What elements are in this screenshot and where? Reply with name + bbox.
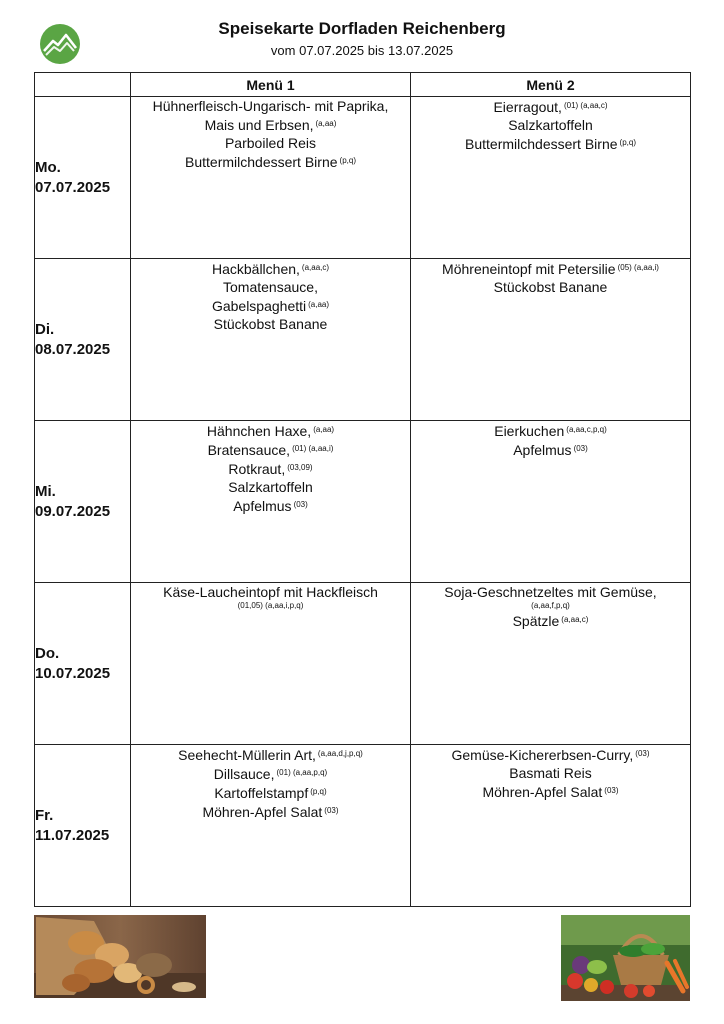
dish-line [411, 611, 690, 630]
dish-line [131, 802, 410, 821]
allergen-codes: (03) [573, 444, 588, 453]
dish-name: Hähnchen Haxe, [206, 423, 312, 439]
dish-name: Dillsauce, [213, 766, 275, 782]
menu-1-cell [131, 421, 411, 583]
day-cell [35, 421, 131, 583]
day-date: 09.07.2025 [35, 502, 111, 520]
dish-line [411, 764, 690, 782]
day-date: 10.07.2025 [35, 664, 111, 682]
vegetable-basket-photo [561, 915, 690, 1001]
allergen-codes: (01) (a,aa,p,q) [276, 768, 328, 777]
dish-line [131, 134, 410, 152]
dish-name: Gabelspaghetti [211, 298, 307, 314]
dish-line [131, 478, 410, 496]
menu-1-cell [131, 583, 411, 745]
day-cell [35, 583, 131, 745]
dish-line [131, 315, 410, 333]
allergen-codes: (03) [604, 786, 619, 795]
dish-line [411, 745, 690, 764]
dish-name: Salzkartoffeln [228, 479, 313, 495]
dish-name: Möhren-Apfel Salat [202, 804, 323, 820]
allergen-codes: (01,05) (a,aa,i,p,q) [237, 601, 304, 610]
dish-name: Hühnerfleisch-Ungarisch- mit Paprika, [152, 98, 389, 114]
menu-table [34, 72, 691, 907]
day-name: Mi. [35, 482, 56, 500]
allergen-codes: (a,aa) [308, 300, 330, 309]
allergen-codes: (05) (a,aa,i) [617, 263, 659, 272]
dish-name: Stückobst Banane [213, 316, 328, 332]
menu-2-cell [411, 97, 691, 259]
dish-name: Apfelmus [233, 498, 292, 514]
dish-line [411, 782, 690, 801]
allergen-codes: (a,aa,c) [301, 263, 330, 272]
day-name: Di. [35, 320, 55, 338]
dish-name: Mais und Erbsen, [204, 117, 314, 133]
allergen-codes: (a,aa,c) [561, 615, 589, 624]
allergen-codes: (03) [293, 500, 308, 509]
menu-2-cell [411, 745, 691, 907]
dish-line [131, 115, 410, 134]
dish-line [411, 583, 690, 601]
dish-line [131, 783, 410, 802]
day-name: Do. [35, 644, 60, 662]
dish-line [131, 97, 410, 115]
day-name: Mo. [35, 158, 61, 176]
dish-line [131, 296, 410, 315]
dish-line [131, 440, 410, 459]
allergen-codes: (a,aa) [315, 119, 337, 128]
dish-line [131, 764, 410, 783]
dish-name: Tomatensauce, [223, 279, 318, 295]
table-row [35, 583, 691, 745]
table-row [35, 745, 691, 907]
allergen-codes: (a,aa,d,j,p,q) [317, 749, 363, 758]
dish-line [411, 278, 690, 296]
dish-name: Soja-Geschnetzeltes mit Gemüse, [444, 584, 657, 600]
allergen-codes: (03) [324, 806, 339, 815]
dish-name: Eierragout, [493, 99, 562, 115]
dish-name: Stückobst Banane [493, 279, 608, 295]
dish-line [131, 583, 410, 601]
dish-line [411, 134, 690, 153]
dish-line [411, 116, 690, 134]
menu-2-cell [411, 421, 691, 583]
menu-1-cell [131, 97, 411, 259]
dish-name: Buttermilchdessert Birne [465, 136, 618, 152]
dish-line [411, 421, 690, 440]
table-row [35, 259, 691, 421]
day-date: 11.07.2025 [35, 826, 110, 844]
allergen-codes: (a,aa) [313, 425, 335, 434]
dish-name: Spätzle [512, 613, 560, 629]
dish-name: Gemüse-Kichererbsen-Curry, [451, 747, 634, 763]
column-header-day [35, 73, 131, 97]
dish-name: Seehecht-Müllerin Art, [178, 747, 316, 763]
table-header-row [35, 73, 691, 97]
table-row [35, 421, 691, 583]
date-range: vom 07.07.2025 bis 13.07.2025 [270, 43, 454, 58]
allergen-codes: (p,q) [310, 787, 327, 796]
dish-name: Eierkuchen [494, 423, 565, 439]
day-cell [35, 259, 131, 421]
dish-line [131, 459, 410, 478]
day-name: Fr. [35, 806, 54, 824]
allergen-codes: (a,aa,c,p,q) [566, 425, 607, 434]
menu-1-cell [131, 745, 411, 907]
day-date: 07.07.2025 [35, 178, 111, 196]
dish-name: Möhren-Apfel Salat [482, 784, 603, 800]
day-cell [35, 745, 131, 907]
dish-line [131, 152, 410, 171]
dish-line [411, 259, 690, 278]
allergen-codes: (01) (a,aa,i) [292, 444, 334, 453]
dish-line [131, 259, 410, 278]
dish-name: Basmati Reis [509, 765, 592, 781]
dish-name: Bratensauce, [207, 442, 291, 458]
menu-2-cell [411, 259, 691, 421]
allergen-codes: (03) [635, 749, 650, 758]
page-title: Speisekarte Dorfladen Reichenberg [218, 19, 506, 38]
bread-photo [34, 915, 206, 998]
day-cell [35, 97, 131, 259]
allergen-codes: (03,09) [287, 463, 313, 472]
dish-line [131, 421, 410, 440]
page-header [0, 18, 724, 60]
day-date: 08.07.2025 [35, 340, 111, 358]
allergen-codes: (a,aa,f,p,q) [531, 601, 570, 610]
column-header-menu-1: Menü 1 [131, 73, 411, 97]
dish-name: Möhreneintopf mit Petersilie [442, 261, 616, 277]
menu-2-cell [411, 583, 691, 745]
allergen-codes: (p,q) [619, 138, 636, 147]
menu-1-cell [131, 259, 411, 421]
dish-name: Käse-Laucheintopf mit Hackfleisch [163, 584, 378, 600]
dish-name: Parboiled Reis [224, 135, 317, 151]
dish-name: Apfelmus [513, 442, 572, 458]
dish-line [131, 496, 410, 515]
dish-name: Kartoffelstampf [214, 785, 309, 801]
allergen-codes: (p,q) [339, 156, 356, 165]
allergen-codes: (01) (a,aa,c) [563, 101, 608, 110]
dish-name: Rotkraut, [228, 461, 286, 477]
dish-line [131, 745, 410, 764]
dish-name: Buttermilchdessert Birne [185, 154, 338, 170]
column-header-menu-2: Menü 2 [411, 73, 691, 97]
dish-line [411, 440, 690, 459]
dish-line [411, 97, 690, 116]
dish-line [131, 278, 410, 296]
dish-name: Salzkartoffeln [508, 117, 593, 133]
dish-name: Hackbällchen, [211, 261, 300, 277]
table-row [35, 97, 691, 259]
